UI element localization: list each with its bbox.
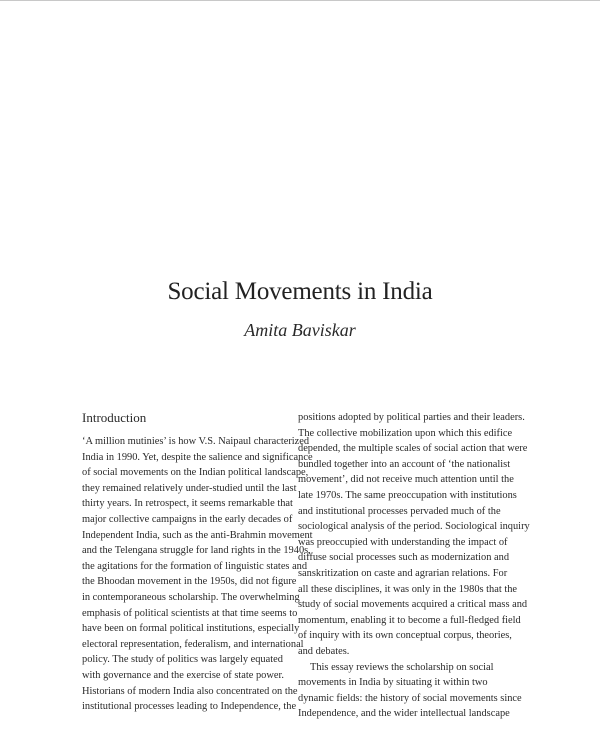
right-column: [298, 410, 538, 722]
text-line: momentum, enabling it to become a full-fledged field: [298, 614, 521, 626]
text-line: major collective campaigns in the early decades of: [82, 513, 293, 525]
text-line: and the Telengana struggle for land rights in the 1940s,: [82, 545, 311, 557]
author-name: Amita Baviskar: [244, 320, 356, 340]
top-rule: [0, 0, 600, 1]
right-column-text: [298, 410, 538, 722]
text-line: Historians of modern India also concentrated on the: [82, 685, 298, 697]
text-line: movements in India by situating it within two: [298, 677, 488, 689]
text-line: of inquiry with its own conceptual corpus, theories,: [298, 630, 512, 642]
text-line: diffuse social processes such as modernization and: [298, 552, 510, 564]
text-line: Independent India, such as the anti-Brahmin movement: [82, 529, 313, 541]
text-line: the Bhoodan movement in the 1950s, did not figure: [82, 576, 297, 588]
text-line: emphasis of political scientists at that time seems to: [82, 607, 298, 619]
left-column-text: [82, 434, 322, 715]
text-line: The collective mobilization upon which this edifice: [298, 427, 513, 439]
section-heading: Introduction: [82, 410, 147, 425]
text-line: they remained relatively under-studied until the last: [82, 482, 297, 494]
text-line: movement’, did not receive much attention until the: [298, 474, 514, 486]
text-line: bundled together into an account of ‘the nationalist: [298, 458, 511, 470]
text-line: and institutional processes pervaded much of the: [298, 505, 501, 517]
text-line: depended, the multiple scales of social action that were: [298, 443, 528, 455]
text-line: sociological analysis of the period. Sociological inquiry: [298, 521, 530, 533]
text-line: late 1970s. The same preoccupation with institutions: [298, 489, 517, 501]
text-line: and debates.: [298, 645, 350, 657]
text-line: have been on formal political institutions, especially: [82, 623, 300, 635]
text-line: India in 1990. Yet, despite the salience and significance: [82, 451, 313, 463]
text-line: thirty years. In retrospect, it seems remarkable that: [82, 498, 293, 510]
chapter-title: Social Movements in India: [167, 278, 433, 305]
text-line: study of social movements acquired a critical mass and: [298, 599, 528, 611]
text-line: of social movements on the Indian political landscape,: [82, 467, 309, 479]
text-line: dynamic fields: the history of social movements since: [298, 692, 522, 704]
text-line: with governance and the exercise of state power.: [82, 669, 284, 681]
text-line: Independence, and the wider intellectual landscape: [298, 708, 510, 720]
text-line: the agitations for the formation of linguistic states and: [82, 560, 308, 572]
text-line: ‘A million mutinies’ is how V.S. Naipaul characterized: [82, 436, 310, 447]
left-column: [82, 410, 322, 715]
text-line: all these disciplines, it was only in the 1980s that the: [298, 583, 518, 595]
text-line: sanskritization on caste and agrarian relations. For: [298, 567, 508, 579]
text-line: electoral representation, federalism, and international: [82, 638, 304, 650]
text-line: positions adopted by political parties and their leaders.: [298, 412, 525, 423]
text-line: institutional processes leading to Independence, the: [82, 701, 297, 713]
text-line: in contemporaneous scholarship. The overwhelming: [82, 591, 300, 603]
text-line: policy. The study of politics was largely equated: [82, 654, 283, 666]
text-line: was preoccupied with understanding the impact of: [298, 536, 508, 548]
text-line: This essay reviews the scholarship on social: [310, 661, 494, 673]
